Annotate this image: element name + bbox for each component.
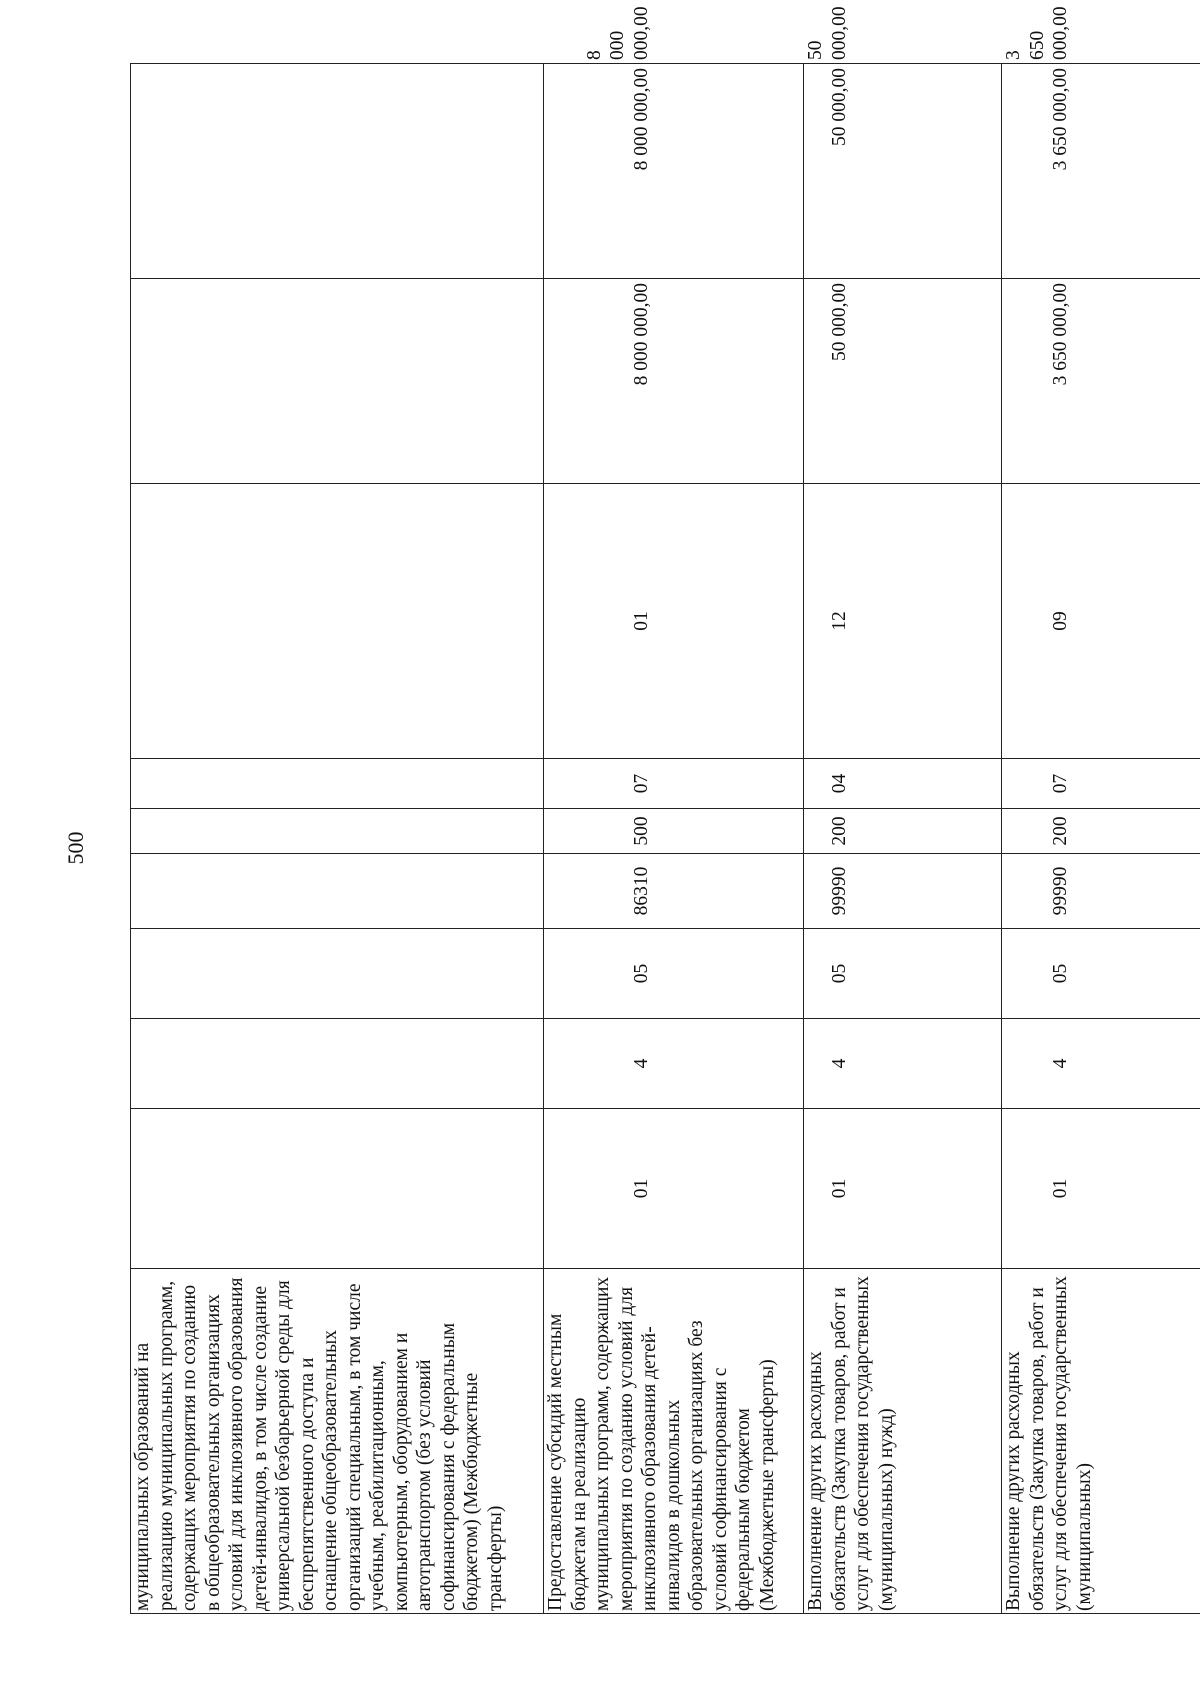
- cell-code: 01: [1002, 1109, 1200, 1269]
- cell-amount: 8 000 000,00: [544, 64, 804, 279]
- cell-code: [131, 484, 544, 759]
- cell-code: 01: [804, 1109, 1002, 1269]
- cell-code: 200: [1002, 809, 1200, 854]
- page-number: 500: [63, 831, 88, 865]
- row-description: муниципальных образований на реализацию муниципальных программ, содержащих мероприятия по созданию в общеобразовательных организациях условий для инклюзивного образования детей-инвалидов, в том числе создание универсальной безбарьерной среды для беспрепятственного доступа и оснащение общеобразовательных организаций специальным, в том числе учебным, реабилитационным, компьютерным, оборудованием и автотранспортом (без условий софинансирования с федеральным бюджетом) (Межбюджетные трансферты): [131, 1269, 544, 1614]
- cell-amount: [131, 279, 544, 484]
- row-description: Выполнение других расходных обязательств (Закупка товаров, работ и услуг для обеспечения государственных (муниципальных) нужд): [804, 1269, 1002, 1614]
- budget-table-area: [130, 6, 1095, 1614]
- cell-amount: [131, 64, 544, 279]
- table-row: Выполнение других расходных обязательств (Закупка товаров, работ и услуг для обеспечения государственных (муниципальных) 01 4 05 99990 200 07 09 3 650 000,00 3 650 000,00 3 650 000,00: [1002, 64, 1200, 1614]
- cell-code: 200: [804, 809, 1002, 854]
- cell-code: 01: [544, 484, 804, 759]
- cell-code: 01: [544, 1109, 804, 1269]
- cell-code: 4: [804, 1019, 1002, 1109]
- table-row: [131, 64, 544, 1614]
- cell-code: 07: [1002, 759, 1200, 809]
- table-row: Выполнение других расходных обязательств (Закупка товаров, работ и услуг для обеспечения государственных (муниципальных) нужд) 01 4 05 99990 200 04 12 50 000,00 50 000,00 50 000,00: [804, 64, 1002, 1614]
- budget-table: [130, 6, 1200, 1614]
- cell-code: [131, 1019, 544, 1109]
- cell-code: 07: [544, 759, 804, 809]
- cell-code: 12: [804, 484, 1002, 759]
- cell-amount: 8 000 000,00: [544, 279, 804, 484]
- cell-code: 500: [544, 809, 804, 854]
- cell-code: [131, 854, 544, 929]
- cell-code: 05: [544, 929, 804, 1019]
- cell-code: 04: [804, 759, 1002, 809]
- cell-code: 99990: [804, 854, 1002, 929]
- cell-code: [131, 929, 544, 1019]
- cell-code: 99990: [1002, 854, 1200, 929]
- table-row: Предоставление субсидий местным бюджетам на реализацию муниципальных программ, содержащих мероприятия по созданию условий для инклюзивного образования детей-инвалидов в дошкольных образовательных организациях без условий софинансирования с федеральным бюджетом (Межбюджетные трансферты) 01 4 05 86310 500 07 01 8 000 000,00 8 000 000,00 8 000 000,00: [544, 64, 804, 1614]
- cell-code: [131, 809, 544, 854]
- cell-amount: 50 000,00: [804, 64, 1002, 279]
- cell-code: 05: [804, 929, 1002, 1019]
- cell-code: [131, 759, 544, 809]
- row-description: Предоставление субсидий местным бюджетам на реализацию муниципальных программ, содержащих мероприятия по созданию условий для инклюзивного образования детей-инвалидов в дошкольных образовательных организациях без условий софинансирования с федеральным бюджетом (Межбюджетные трансферты): [544, 1269, 804, 1614]
- cell-code: 09: [1002, 484, 1200, 759]
- cell-code: [131, 1109, 544, 1269]
- cell-code: 4: [1002, 1019, 1200, 1109]
- cell-amount: 50 000,00: [804, 279, 1002, 484]
- cell-code: 86310: [544, 854, 804, 929]
- cell-amount: 3 650 000,00: [1002, 64, 1200, 279]
- cell-code: 4: [544, 1019, 804, 1109]
- cell-code: 05: [1002, 929, 1200, 1019]
- cell-amount: 3 650 000,00: [1002, 279, 1200, 484]
- row-description: Выполнение других расходных обязательств (Закупка товаров, работ и услуг для обеспечения государственных (муниципальных): [1002, 1269, 1200, 1614]
